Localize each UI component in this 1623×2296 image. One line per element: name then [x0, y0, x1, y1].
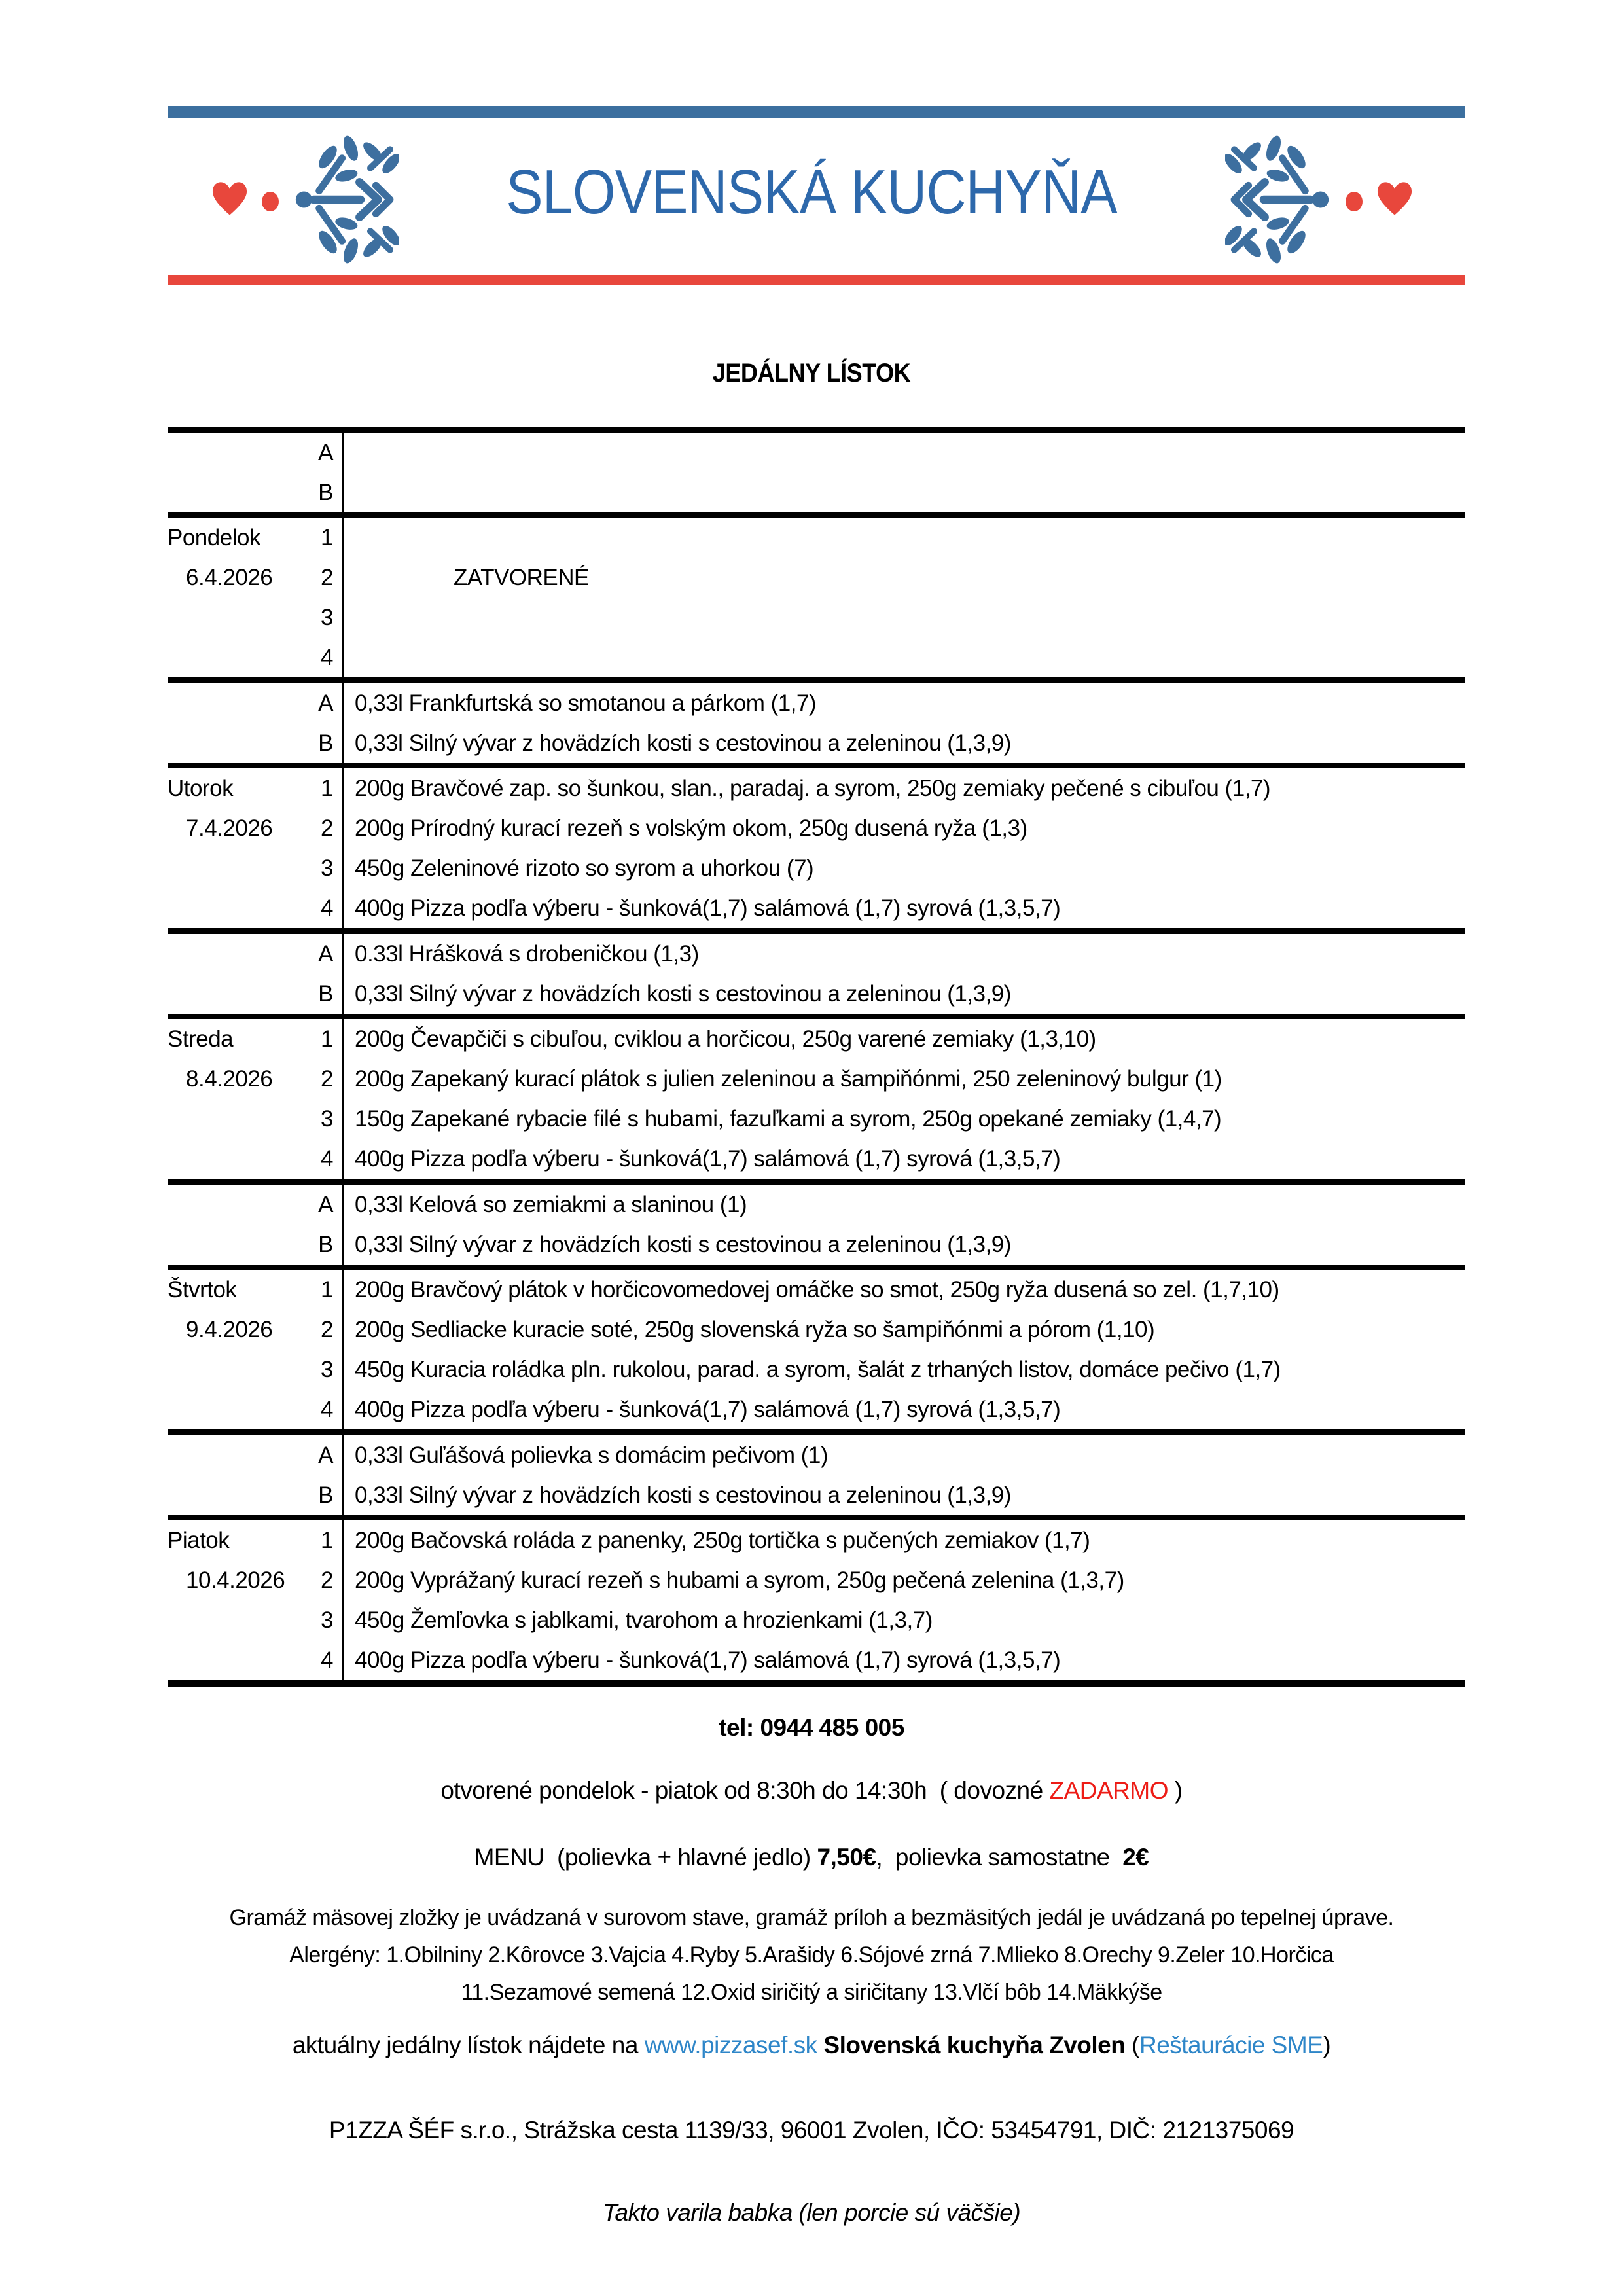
day-section-divider [168, 763, 1465, 768]
row-code: B [298, 473, 344, 512]
row-code: 2 [298, 1560, 344, 1600]
snowflake-icon [1225, 134, 1335, 265]
menu-heading: JEDÁLNY LÍSTOK [712, 359, 911, 387]
right-decoration [1225, 131, 1416, 268]
row-code: 1 [298, 1520, 344, 1560]
day-name: Streda [168, 1026, 234, 1052]
row-code: 1 [298, 518, 344, 558]
heart-icon [1373, 179, 1416, 220]
menu-item-text: 200g Bravčový plátok v horčicovomedovej omáčke so smot, 250g ryža dusená so zel. (1,7,10) [355, 1276, 1279, 1302]
menu-item-text [344, 518, 1465, 558]
row-code: A [298, 1435, 344, 1475]
soup-price-value: 2€ [1122, 1844, 1149, 1871]
restaurant-name-bold: Slovenská kuchyňa Zvolen [817, 2032, 1126, 2058]
row-code: A [298, 934, 344, 974]
row-code: 3 [298, 1099, 344, 1139]
row-code: 3 [298, 848, 344, 888]
hours-line [0, 1777, 1623, 1804]
row-code: B [298, 723, 344, 763]
row-code: 3 [298, 1350, 344, 1390]
row-code: 4 [298, 1139, 344, 1179]
day-date: 8.4.2026 [186, 1066, 273, 1092]
day-name: Štvrtok [168, 1276, 237, 1302]
menu-item-text: 200g Sedliacke kuracie soté, 250g slovenská ryža so šampiňónmi a pórom (1,10) [355, 1316, 1155, 1342]
row-code: 3 [298, 598, 344, 637]
phone-line: tel: 0944 485 005 [719, 1714, 904, 1741]
restaurant-title: SLOVENSKÁ KUCHYŇA [506, 157, 1117, 227]
footer [0, 1714, 1623, 2227]
day-date: 10.4.2026 [186, 1567, 285, 1593]
menu-item-text [344, 433, 1465, 473]
header-top-bar [168, 106, 1465, 118]
allergens-line-1: Alergény: 1.Obilniny 2.Kôrovce 3.Vajcia 4.Ryby 5.Arašidy 6.Sójové zrná 7.Mlieko 8.Orechy 9.Zeler 10.Horčica [289, 1943, 1334, 1967]
company-info: P1ZZA ŠÉF s.r.o., Strážska cesta 1139/33, 96001 Zvolen, IČO: 53454791, DIČ: 2121375069 [329, 2117, 1294, 2144]
day-section-divider [168, 512, 1465, 518]
menu-item-text: 200g Bravčové zap. so šunkou, slan., paradaj. a syrom, 250g zemiaky pečené s cibuľou (1,7) [355, 775, 1271, 801]
free-delivery-highlight: ZADARMO [1049, 1777, 1168, 1804]
menu-item-text: 0,33l Frankfurtská so smotanou a párkom (1,7) [355, 690, 817, 716]
day-block-piatok [168, 1429, 1465, 1680]
menu-item-text: 400g Pizza podľa výberu - šunková(1,7) salámová (1,7) syrová (1,3,5,7) [355, 1647, 1061, 1673]
row-code: B [298, 1225, 344, 1265]
row-code: 4 [298, 637, 344, 677]
website-text: aktuálny jedálny lístok nájdete na [292, 2032, 645, 2058]
paren-open: ( [1125, 2032, 1139, 2058]
day-block-streda [168, 928, 1465, 1179]
menu-item-text: 0,33l Silný vývar z hovädzích kosti s cestovinou a zeleninou (1,3,9) [355, 730, 1011, 756]
menu-item-text: 450g Kuracia roládka pln. rukolou, parad. a syrom, šalát z trhaných listov, domáce pečivo (1,7) [355, 1356, 1281, 1382]
row-code: 2 [298, 1310, 344, 1350]
closed-notice: ZATVORENÉ [454, 564, 589, 590]
row-code: B [298, 1475, 344, 1515]
menu-item-text: 400g Pizza podľa výberu - šunková(1,7) salámová (1,7) syrová (1,3,5,7) [355, 1145, 1061, 1172]
row-code: A [298, 433, 344, 473]
website-link[interactable]: www.pizzasef.sk [644, 2032, 817, 2058]
menu-price-line [0, 1844, 1623, 1871]
day-block-utorok [168, 677, 1465, 928]
day-name: Pondelok [168, 524, 260, 550]
menu-item-text: 450g Zeleninové rizoto so syrom a uhorkou (7) [355, 855, 814, 881]
row-code: 1 [298, 1019, 344, 1059]
day-section-divider [168, 1265, 1465, 1270]
row-code: A [298, 683, 344, 723]
day-date: 6.4.2026 [186, 564, 273, 590]
menu-item-text [344, 637, 1465, 677]
menu-item-text: 0,33l Silný vývar z hovädzích kosti s cestovinou a zeleninou (1,3,9) [355, 980, 1011, 1007]
menu-item-text: 400g Pizza podľa výberu - šunková(1,7) salámová (1,7) syrová (1,3,5,7) [355, 1396, 1061, 1422]
menu-item-text: 0,33l Guľášová polievka s domácim pečivom (1) [355, 1442, 829, 1468]
menu-item-text: 0,33l Silný vývar z hovädzích kosti s cestovinou a zeleninou (1,3,9) [355, 1231, 1011, 1257]
day-name: Utorok [168, 775, 234, 801]
menu-price-text: MENU (polievka + hlavné jedlo) [474, 1844, 817, 1871]
portion-note: Gramáž mäsovej zložky je uvádzaná v surovom stave, gramáž príloh a bezmäsitých jedál je uvádzaná po tepelnej úprave. [229, 1905, 1394, 1930]
row-code: 4 [298, 1640, 344, 1680]
menu-item-text [344, 473, 1465, 512]
day-block-stvrtok [168, 1179, 1465, 1429]
menu-price-mid: , polievka samostatne [876, 1844, 1123, 1871]
row-code: 2 [298, 808, 344, 848]
day-section-divider [168, 1014, 1465, 1019]
menu-item-text: 0,33l Silný vývar z hovädzích kosti s cestovinou a zeleninou (1,3,9) [355, 1482, 1011, 1508]
tagline: Takto varila babka (len porcie sú väčšie) [602, 2199, 1021, 2226]
row-code: 2 [298, 1059, 344, 1099]
day-name: Piatok [168, 1527, 230, 1553]
row-code: 1 [298, 1270, 344, 1310]
hours-text-suffix: ) [1168, 1777, 1183, 1804]
menu-item-text: 0.33l Hrášková s drobeničkou (1,3) [355, 941, 699, 967]
day-block-pondelok [168, 427, 1465, 677]
menu-item-text: 200g Bačovská roláda z panenky, 250g tortička s pučených zemiakov (1,7) [355, 1527, 1090, 1553]
row-code: 4 [298, 888, 344, 928]
menu-price-value: 7,50€ [817, 1844, 876, 1871]
menu-item-text: 200g Čevapčiči s cibuľou, cviklou a horčicou, 250g varené zemiaky (1,3,10) [355, 1026, 1096, 1052]
menu-item-text: 200g Vyprážaný kurací rezeň s hubami a syrom, 250g pečená zelenina (1,3,7) [355, 1567, 1124, 1593]
hours-text: otvorené pondelok - piatok od 8:30h do 14:30h ( dovozné [440, 1777, 1050, 1804]
partner-link[interactable]: Reštaurácie SME [1139, 2032, 1323, 2058]
menu-item-text: 0,33l Kelová so zemiakmi a slaninou (1) [355, 1191, 747, 1217]
menu-item-text: 200g Prírodný kurací rezeň s volským okom, 250g dusená ryža (1,3) [355, 815, 1027, 841]
row-code: 4 [298, 1390, 344, 1429]
menu-item-text: 450g Žemľovka s jablkami, tvarohom a hrozienkami (1,3,7) [355, 1607, 933, 1633]
header [0, 0, 1623, 308]
row-code: 1 [298, 768, 344, 808]
paren-close: ) [1323, 2032, 1331, 2058]
row-code: 2 [298, 558, 344, 598]
day-date: 7.4.2026 [186, 815, 273, 841]
menu-item-text: 150g Zapekané rybacie filé s hubami, fazuľkami a syrom, 250g opekané zemiaky (1,4,7) [355, 1105, 1222, 1132]
allergens-line-2: 11.Sezamové semená 12.Oxid siričitý a siričitany 13.Vlčí bôb 14.Mäkkýše [461, 1980, 1162, 2005]
day-section-divider [168, 1515, 1465, 1520]
menu-item-text: 400g Pizza podľa výberu - šunková(1,7) salámová (1,7) syrová (1,3,5,7) [355, 895, 1061, 921]
dot-icon [1346, 192, 1363, 211]
menu-item-text [344, 598, 1465, 637]
menu-item-text: 200g Zapekaný kurací plátok s julien zeleninou a šampiňónmi, 250 zeleninový bulgur (1) [355, 1066, 1222, 1092]
row-code: 3 [298, 1600, 344, 1640]
row-code: A [298, 1185, 344, 1225]
menu-table [168, 427, 1465, 1687]
website-line [0, 2032, 1623, 2059]
day-date: 9.4.2026 [186, 1316, 273, 1342]
row-code: B [298, 974, 344, 1014]
header-bottom-bar [168, 275, 1465, 285]
